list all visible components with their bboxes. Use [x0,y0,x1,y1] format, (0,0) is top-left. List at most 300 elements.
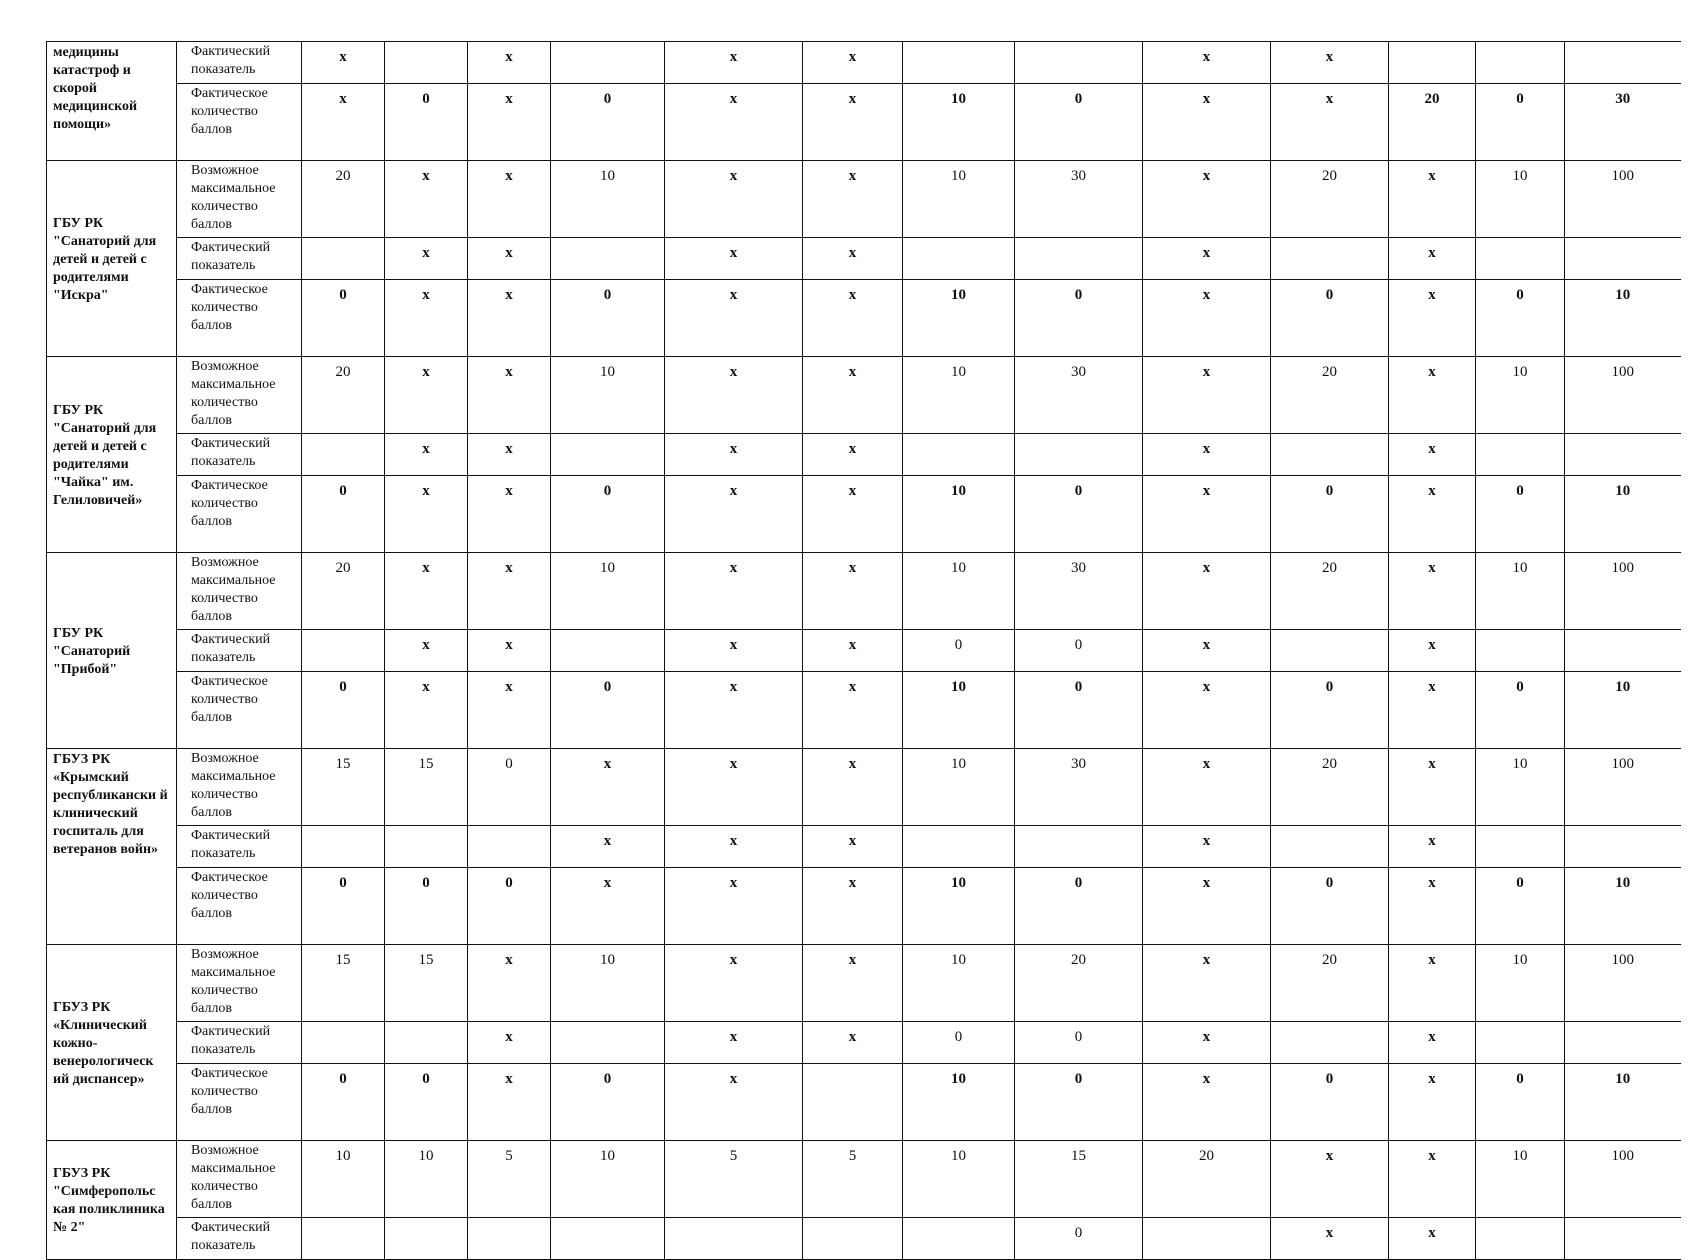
score-cell: x [665,1022,803,1064]
score-cell: x [1389,161,1476,238]
score-cell [302,434,385,476]
score-cell: x [803,749,903,826]
score-cell: 100 [1565,161,1681,238]
score-cell [903,1218,1015,1260]
score-cell: 0 [551,84,665,161]
score-cell: x [1389,1022,1476,1064]
score-cell: x [385,476,468,553]
score-cell: 0 [302,868,385,945]
indicator-label: Фактический показатель [177,434,302,476]
indicator-label: Фактическое количество баллов [177,868,302,945]
score-cell: x [803,476,903,553]
organization-name-cell [47,1141,177,1260]
score-cell: x [803,826,903,868]
table-row [47,476,1681,553]
score-cell: 10 [1476,357,1565,434]
score-cell: 10 [1565,868,1681,945]
score-cell: x [1389,1064,1476,1141]
organization-name-cell [47,42,177,161]
score-cell [903,434,1015,476]
score-cell: 20 [1143,1141,1271,1218]
score-cell [551,238,665,280]
organization-name-cell [47,945,177,1141]
score-cell: x [803,238,903,280]
score-cell: 10 [1476,1141,1565,1218]
table-row [47,280,1681,357]
score-cell: x [665,357,803,434]
score-cell: 0 [1015,1064,1143,1141]
score-cell: 10 [903,1141,1015,1218]
score-cell: x [1389,1141,1476,1218]
score-cell: x [1271,84,1389,161]
score-cell [1565,826,1681,868]
score-cell: 0 [302,672,385,749]
score-cell [302,238,385,280]
score-cell [1476,630,1565,672]
score-cell: x [385,238,468,280]
score-cell: x [1389,476,1476,553]
score-cell: 10 [903,553,1015,630]
score-cell [1565,238,1681,280]
score-cell: 10 [903,672,1015,749]
indicator-label: Фактическое количество баллов [177,476,302,553]
score-cell: x [385,161,468,238]
score-cell: 10 [551,161,665,238]
table-row [47,1141,1681,1218]
score-cell: x [468,42,551,84]
score-cell: 0 [1271,1064,1389,1141]
score-cell [551,1218,665,1260]
table-row [47,553,1681,630]
score-cell: 0 [551,1064,665,1141]
score-cell: 10 [551,945,665,1022]
score-cell: 20 [1015,945,1143,1022]
organization-name-cell [47,357,177,553]
score-cell: 10 [903,1064,1015,1141]
score-cell [1476,1218,1565,1260]
score-cell: x [803,553,903,630]
score-cell: 15 [302,749,385,826]
score-cell [385,1218,468,1260]
score-cell [665,1218,803,1260]
indicator-label: Фактический показатель [177,630,302,672]
score-cell: 0 [1271,672,1389,749]
score-cell: 0 [903,1022,1015,1064]
indicator-label: Возможное максимальное количество баллов [177,357,302,434]
organization-name: ГБУ РК "Санаторий для детей и детей с родителями "Чайка" им. Гелиловичей» [53,402,157,508]
score-cell: x [468,161,551,238]
score-cell [1015,826,1143,868]
score-cell: x [665,1064,803,1141]
score-cell: 10 [551,357,665,434]
score-cell: 0 [1015,1022,1143,1064]
score-cell: 0 [1476,84,1565,161]
score-cell: 20 [302,553,385,630]
organization-name: ГБУ РК "Санаторий "Прибой" [53,625,131,677]
score-cell: x [665,238,803,280]
score-cell: 0 [1015,84,1143,161]
score-cell: x [1389,868,1476,945]
score-cell: 30 [1565,84,1681,161]
table-row [47,1218,1681,1260]
indicator-label: Фактическое количество баллов [177,84,302,161]
score-cell: 100 [1565,357,1681,434]
table-row [47,630,1681,672]
score-cell [468,826,551,868]
score-cell: x [385,434,468,476]
score-cell: 0 [1015,476,1143,553]
table-body [47,42,1681,1260]
score-cell: 5 [665,1141,803,1218]
score-cell: x [665,945,803,1022]
score-cell: x [551,868,665,945]
score-cell: x [1389,553,1476,630]
score-cell [1565,630,1681,672]
score-cell: x [665,868,803,945]
indicator-label: Возможное максимальное количество баллов [177,749,302,826]
organization-name: ГБУЗ РК "Симферопольс кая поликлиника № 2" [53,1166,165,1235]
score-cell: 0 [1476,476,1565,553]
score-cell: 0 [1271,476,1389,553]
table-row [47,357,1681,434]
score-cell: 0 [551,672,665,749]
score-cell: 20 [1271,357,1389,434]
score-cell: x [1143,84,1271,161]
score-cell: x [1389,1218,1476,1260]
score-cell: x [1143,826,1271,868]
score-cell: x [803,161,903,238]
score-cell: x [1271,1218,1389,1260]
indicator-label: Фактический показатель [177,826,302,868]
score-cell: 0 [903,630,1015,672]
table-row [47,672,1681,749]
score-cell: x [665,161,803,238]
score-cell [1015,434,1143,476]
score-cell: x [803,280,903,357]
score-cell [385,1022,468,1064]
score-cell: x [385,280,468,357]
score-cell: x [803,84,903,161]
score-cell: x [468,238,551,280]
score-cell: x [468,84,551,161]
indicator-label: Фактическое количество баллов [177,280,302,357]
table-row [47,42,1681,84]
score-cell: x [1143,672,1271,749]
score-cell: x [551,749,665,826]
score-cell: 10 [1565,280,1681,357]
score-cell [385,42,468,84]
organization-name: ГБУ РК "Санаторий для детей и детей с родителями "Искра" [53,215,157,303]
score-cell: 20 [302,161,385,238]
score-cell [1015,238,1143,280]
score-cell: 20 [1389,84,1476,161]
score-cell: 5 [803,1141,903,1218]
score-cell: 0 [468,868,551,945]
score-cell: x [1143,476,1271,553]
score-cell: 30 [1015,357,1143,434]
score-cell: 0 [1271,868,1389,945]
score-cell: 0 [302,1064,385,1141]
score-cell: x [803,672,903,749]
score-cell: 0 [1015,280,1143,357]
organization-name: ГБУЗ РК «Крымский республикански й клинический госпиталь для ветеранов войн» [53,752,168,857]
score-cell: x [1271,1141,1389,1218]
score-cell [1271,434,1389,476]
score-cell: 20 [1271,749,1389,826]
score-cell: 100 [1565,1141,1681,1218]
score-cell: x [665,826,803,868]
score-cell: x [468,280,551,357]
indicator-label: Возможное максимальное количество баллов [177,553,302,630]
table-row [47,238,1681,280]
score-cell: 10 [551,553,665,630]
score-cell: 10 [1565,1064,1681,1141]
score-cell: x [1389,357,1476,434]
score-cell [1271,1022,1389,1064]
score-cell: x [468,945,551,1022]
organization-name: медицины катастроф и скорой медицинской помощи» [53,45,138,132]
score-cell: x [665,42,803,84]
score-cell: x [1143,42,1271,84]
table-row [47,749,1681,826]
score-cell: x [1143,749,1271,826]
score-cell: x [665,672,803,749]
score-cell: x [1143,238,1271,280]
score-cell: 0 [551,476,665,553]
score-cell: x [551,826,665,868]
score-cell [1476,42,1565,84]
score-cell: 10 [1565,476,1681,553]
score-cell: x [385,357,468,434]
score-cell: x [1143,1064,1271,1141]
score-cell: 100 [1565,749,1681,826]
score-cell [302,1022,385,1064]
table-row [47,826,1681,868]
table-row [47,434,1681,476]
score-cell: x [468,630,551,672]
score-cell [1476,1022,1565,1064]
score-cell: 10 [903,868,1015,945]
score-cell: x [468,1064,551,1141]
score-cell: x [468,553,551,630]
score-cell: 10 [551,1141,665,1218]
table-row [47,868,1681,945]
score-cell: x [665,476,803,553]
organization-name-cell [47,161,177,357]
score-cell: 20 [1271,553,1389,630]
score-cell: 15 [302,945,385,1022]
score-cell: 10 [903,945,1015,1022]
score-cell: x [1389,672,1476,749]
score-cell [551,1022,665,1064]
score-cell: 0 [1015,868,1143,945]
score-cell: 100 [1565,553,1681,630]
score-cell: x [1389,749,1476,826]
score-cell [1271,630,1389,672]
score-cell: x [1143,868,1271,945]
score-cell: x [1389,945,1476,1022]
score-cell: x [468,672,551,749]
indicator-label: Фактический показатель [177,42,302,84]
score-cell [385,826,468,868]
score-cell [551,434,665,476]
score-cell: 10 [302,1141,385,1218]
score-cell [1476,826,1565,868]
score-cell: x [468,1022,551,1064]
score-cell: x [468,357,551,434]
score-cell [1476,434,1565,476]
table-row [47,1022,1681,1064]
table-row [47,1064,1681,1141]
score-cell [903,42,1015,84]
score-cell: 0 [1271,280,1389,357]
score-cell: 30 [1015,553,1143,630]
score-cell: 0 [385,868,468,945]
score-cell: x [1143,945,1271,1022]
score-cell: x [1143,1022,1271,1064]
score-cell: 0 [385,1064,468,1141]
score-cell: 10 [1476,945,1565,1022]
score-cell: x [1143,357,1271,434]
score-cell: 15 [385,945,468,1022]
score-cell: x [803,42,903,84]
score-cell: x [468,434,551,476]
score-cell: 20 [302,357,385,434]
score-cell: 15 [385,749,468,826]
indicator-label: Фактическое количество баллов [177,672,302,749]
score-cell [302,630,385,672]
score-cell [803,1064,903,1141]
score-cell: x [302,42,385,84]
indicator-label: Возможное максимальное количество баллов [177,945,302,1022]
score-cell: x [665,553,803,630]
table-row [47,161,1681,238]
score-cell: x [665,434,803,476]
score-cell: 10 [1476,161,1565,238]
score-cell: 0 [1015,1218,1143,1260]
score-cell: 10 [1476,749,1565,826]
score-cell: 0 [1476,280,1565,357]
score-cell: x [1143,434,1271,476]
score-cell: x [803,1022,903,1064]
score-cell: 0 [302,476,385,553]
score-cell [1271,826,1389,868]
score-cell: 10 [903,280,1015,357]
score-cell: 0 [1015,630,1143,672]
score-cell: x [803,630,903,672]
score-cell [1015,42,1143,84]
score-cell: x [1389,630,1476,672]
score-cell: x [1389,238,1476,280]
score-cell: 30 [1015,749,1143,826]
score-cell: x [1389,280,1476,357]
table-row [47,945,1681,1022]
score-cell: 0 [1476,672,1565,749]
score-cell: 0 [1015,672,1143,749]
score-cell [1565,42,1681,84]
score-cell: x [1143,280,1271,357]
score-cell: x [665,630,803,672]
score-cell: x [385,672,468,749]
score-cell: 0 [385,84,468,161]
score-cell: 10 [903,476,1015,553]
organization-name-cell [47,749,177,945]
score-cell: x [803,434,903,476]
indicator-label: Возможное максимальное количество баллов [177,161,302,238]
score-cell: 100 [1565,945,1681,1022]
score-cell: x [1271,42,1389,84]
table-row [47,84,1681,161]
score-cell: 0 [302,280,385,357]
score-cell [903,826,1015,868]
score-cell: 0 [551,280,665,357]
score-cell: x [803,357,903,434]
score-cell [1389,42,1476,84]
score-cell: x [665,280,803,357]
score-cell [1565,434,1681,476]
score-cell [1565,1022,1681,1064]
score-cell: 20 [1271,945,1389,1022]
score-cell [903,238,1015,280]
score-cell [551,42,665,84]
indicator-label: Фактический показатель [177,1022,302,1064]
score-cell [1565,1218,1681,1260]
score-cell: x [302,84,385,161]
score-cell: 15 [1015,1141,1143,1218]
indicator-label: Возможное максимальное количество баллов [177,1141,302,1218]
score-cell: x [1389,434,1476,476]
indicator-label: Фактический показатель [177,238,302,280]
score-cell: 10 [1476,553,1565,630]
score-cell: x [468,476,551,553]
score-cell: 5 [468,1141,551,1218]
score-cell [803,1218,903,1260]
score-cell: x [665,749,803,826]
score-cell: 10 [903,749,1015,826]
score-cell [1476,238,1565,280]
score-cell: x [803,868,903,945]
score-cell: x [385,553,468,630]
score-cell: x [1143,553,1271,630]
score-cell: 0 [1476,868,1565,945]
score-cell: 0 [468,749,551,826]
score-cell [1271,238,1389,280]
score-cell: x [1389,826,1476,868]
score-cell: 10 [385,1141,468,1218]
score-cell: x [665,84,803,161]
scores-table [46,41,1681,1260]
score-cell: 0 [1476,1064,1565,1141]
score-cell: 10 [903,357,1015,434]
indicator-label: Фактическое количество баллов [177,1064,302,1141]
score-cell: 10 [903,84,1015,161]
organization-name: ГБУЗ РК «Клинический кожно- венерологическ ий диспансер» [53,999,154,1087]
score-cell [551,630,665,672]
score-cell: x [385,630,468,672]
score-cell: 30 [1015,161,1143,238]
score-cell: x [1143,630,1271,672]
score-cell [302,1218,385,1260]
score-cell: 10 [1565,672,1681,749]
score-cell: 10 [903,161,1015,238]
score-cell [302,826,385,868]
score-cell [468,1218,551,1260]
organization-name-cell [47,553,177,749]
score-cell: 20 [1271,161,1389,238]
indicator-label: Фактический показатель [177,1218,302,1260]
score-cell [1143,1218,1271,1260]
score-cell: x [803,945,903,1022]
